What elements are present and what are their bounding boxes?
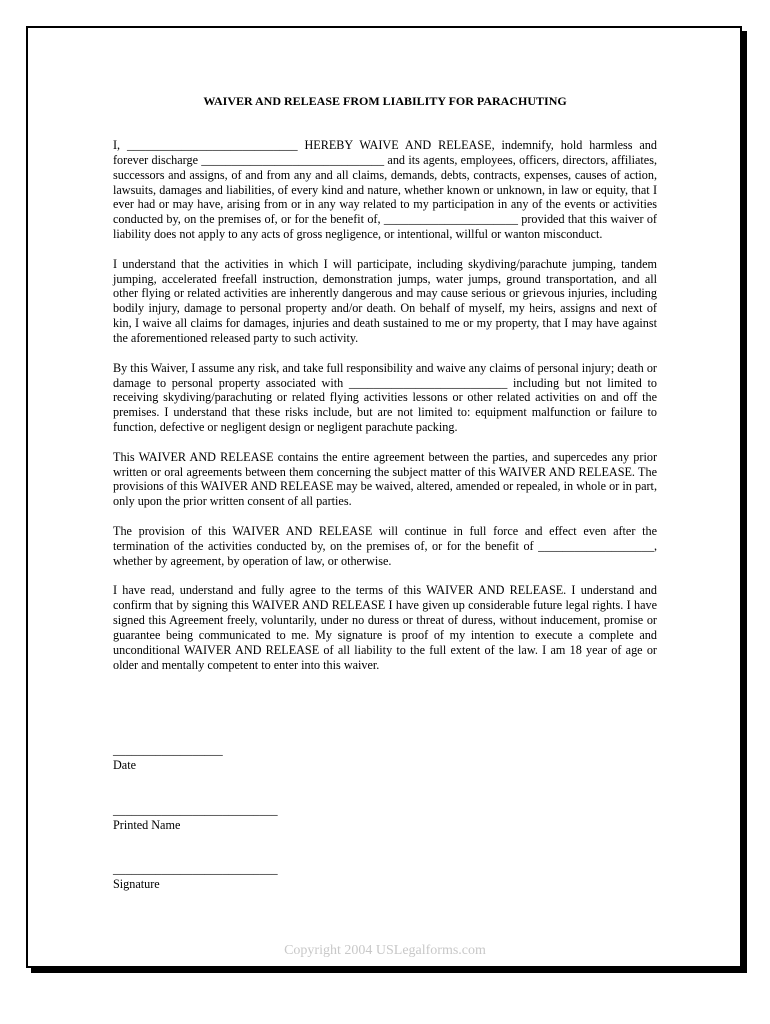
paragraph-release: I, ____________________________ HEREBY WAIVE AND RELEASE, indemnify, hold harmless and forever discharge ______________________________ and its agents, employees, officers, directors, affiliates, successors and assigns, of and from any and all claims, demands, debts, contracts, expenses, causes of action, lawsuits, damages and liabilities, of every kind and nature, whether known or unknown, in law or equity, that I ever had or may have, arising from or in any way related to my participation in any of the events or activities conducted by, on the premises of, or for the benefit of, ______________________ provided that this waiver of liability does not apply to any acts of gross negligence, or intentional, willful or wanton misconduct.	[113, 138, 657, 242]
date-block	[113, 743, 223, 773]
printed-name-block	[113, 803, 278, 833]
date-label: Date	[113, 758, 137, 772]
signature-label: Signature	[113, 877, 160, 891]
paragraph-entire-agreement: This WAIVER AND RELEASE contains the entire agreement between the parties, and supercedes any prior written or oral agreements between them concerning the subject matter of this WAIVER AND RELEASE. The provisions of this WAIVER AND RELEASE may be waived, altered, amended or repealed, in whole or in part, only upon the prior written consent of all parties.	[113, 449, 657, 509]
paragraph-acknowledgment: I have read, understand and fully agree to the terms of this WAIVER AND RELEASE. I understand and confirm that by signing this WAIVER AND RELEASE I have given up considerable future legal rights. I have signed this Agreement freely, voluntarily, under no duress or threat of duress, without inducement, promise or guarantee being communicated to me. My signature is proof of my intention to execute a complete and unconditional WAIVER AND RELEASE of all liability to the full extent of the law. I am 18 year of age or older and mentally competent to enter into this waiver.	[113, 583, 657, 672]
signature-block	[113, 862, 278, 892]
document-body	[113, 138, 657, 687]
paragraph-survival: The provision of this WAIVER AND RELEASE will continue in full force and effect even after the termination of the activities conducted by, on the premises of, or for the benefit of ___________________, whether by agreement, by operation of law, or otherwise.	[113, 523, 657, 568]
document-title: WAIVER AND RELEASE FROM LIABILITY FOR PARACHUTING	[203, 94, 567, 108]
signature-line: ___________________________	[113, 862, 278, 876]
paragraph-activities: I understand that the activities in which I will participate, including skydiving/parachute jumping, tandem jumping, accelerated freefall instruction, demonstration jumps, water jumps, ground transportation, and all other flying or related activities are inherently dangerous and may cause serious or grievous injuries, including bodily injury, damage to personal property and/or death. On behalf of myself, my heirs, assigns and next of kin, I waive all claims for damages, injuries and death sustained to me or my property, that I may have against the aforementioned released party to such activity.	[113, 256, 657, 345]
printed-name-line: ___________________________	[113, 803, 278, 817]
copyright-notice: Copyright 2004 USLegalforms.com	[284, 943, 486, 958]
printed-name-label: Printed Name	[113, 818, 181, 832]
date-line: __________________	[113, 743, 223, 757]
paragraph-assumption-of-risk: By this Waiver, I assume any risk, and take full responsibility and waive any claims of personal injury; death or damage to personal property associated with __________________________ including but not limited to receiving skydiving/parachuting or related flying activities lessons or other related activities on and off the premises. I understand that these risks include, but are not limited to: equipment malfunction or failure to function, defective or negligent design or negligent parachute packing.	[113, 360, 657, 435]
